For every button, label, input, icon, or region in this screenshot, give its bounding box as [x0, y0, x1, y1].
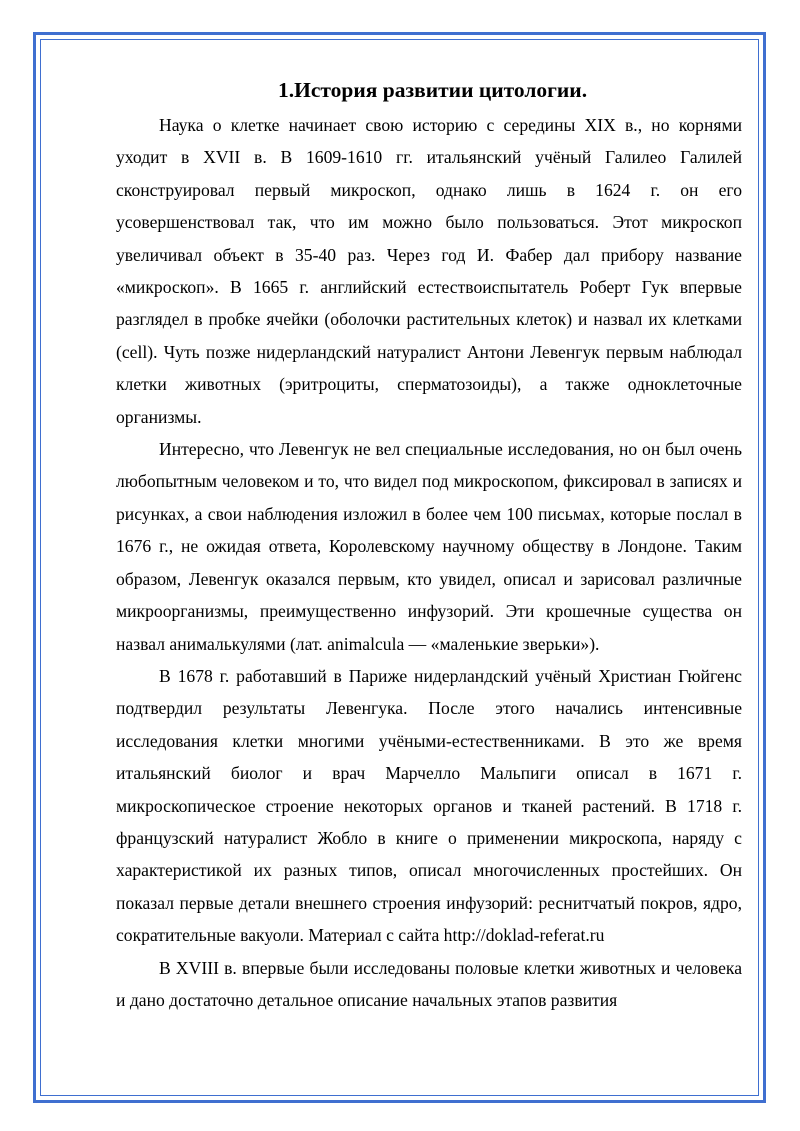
paragraph-3: В 1678 г. работавший в Париже нидерландский учёный Христиан Гюйгенс подтвердил результаты Левенгука. После этого начались интенсивные исследования клетки многими учёными-естественниками. В это же время итальянский биолог и врач Марчелло Мальпиги описал в 1671 г. микроскопическое строение некоторых органов и тканей растений. В 1718 г. французский натуралист Жобло в книге о применении микроскопа, наряду с характеристикой их разных типов, описал многочисленных простейших. Он показал первые детали внешнего строения инфузорий: реснитчатый покров, ядро, сократительные вакуоли. Материал с сайта http://doklad-referat.ru	[116, 665, 742, 946]
paragraph-1: Наука о клетке начинает свою историю с середины XIX в., но корнями уходит в XVII в. В 1609-1610 гг. итальянский учёный Галилео Галилей сконструировал первый микроскоп, однако лишь в 1624 г. он его усовершенствовал так, что им можно было пользоваться. Этот микроскоп увеличивал объект в 35-40 раз. Через год И. Фабер дал прибору название «микроскоп». В 1665 г. английский естествоиспытатель Роберт Гук впервые разглядел в пробке ячейки (оболочки растительных клеток) и назвал их клетками (cell). Чуть позже нидерландский натуралист Антони Левенгук первым наблюдал клетки животных (эритроциты, сперматозоиды), а также одноклеточные организмы.	[116, 115, 742, 427]
document-body	[116, 74, 742, 1016]
paragraph-2: Интересно, что Левенгук не вел специальные исследования, но он был очень любопытным человеком и то, что видел под микроскопом, фиксировал в записях и рисунках, а свои наблюдения изложил в более чем 100 письмах, которые послал в 1676 г., не ожидая ответа, Королевскому научному обществу в Лондоне. Таким образом, Левенгук оказался первым, кто увидел, описал и зарисовал различные микроорганизмы, преимущественно инфузорий. Эти крошечные существа он назвал анималькулями (лат. animalcula — «маленькие зверьки»).	[116, 439, 742, 654]
paragraph-4: В XVIII в. впервые были исследованы половые клетки животных и человека и дано достаточно детальное описание начальных этапов развития	[116, 957, 742, 1010]
page-title: 1.История развитии цитологии.	[278, 78, 588, 102]
